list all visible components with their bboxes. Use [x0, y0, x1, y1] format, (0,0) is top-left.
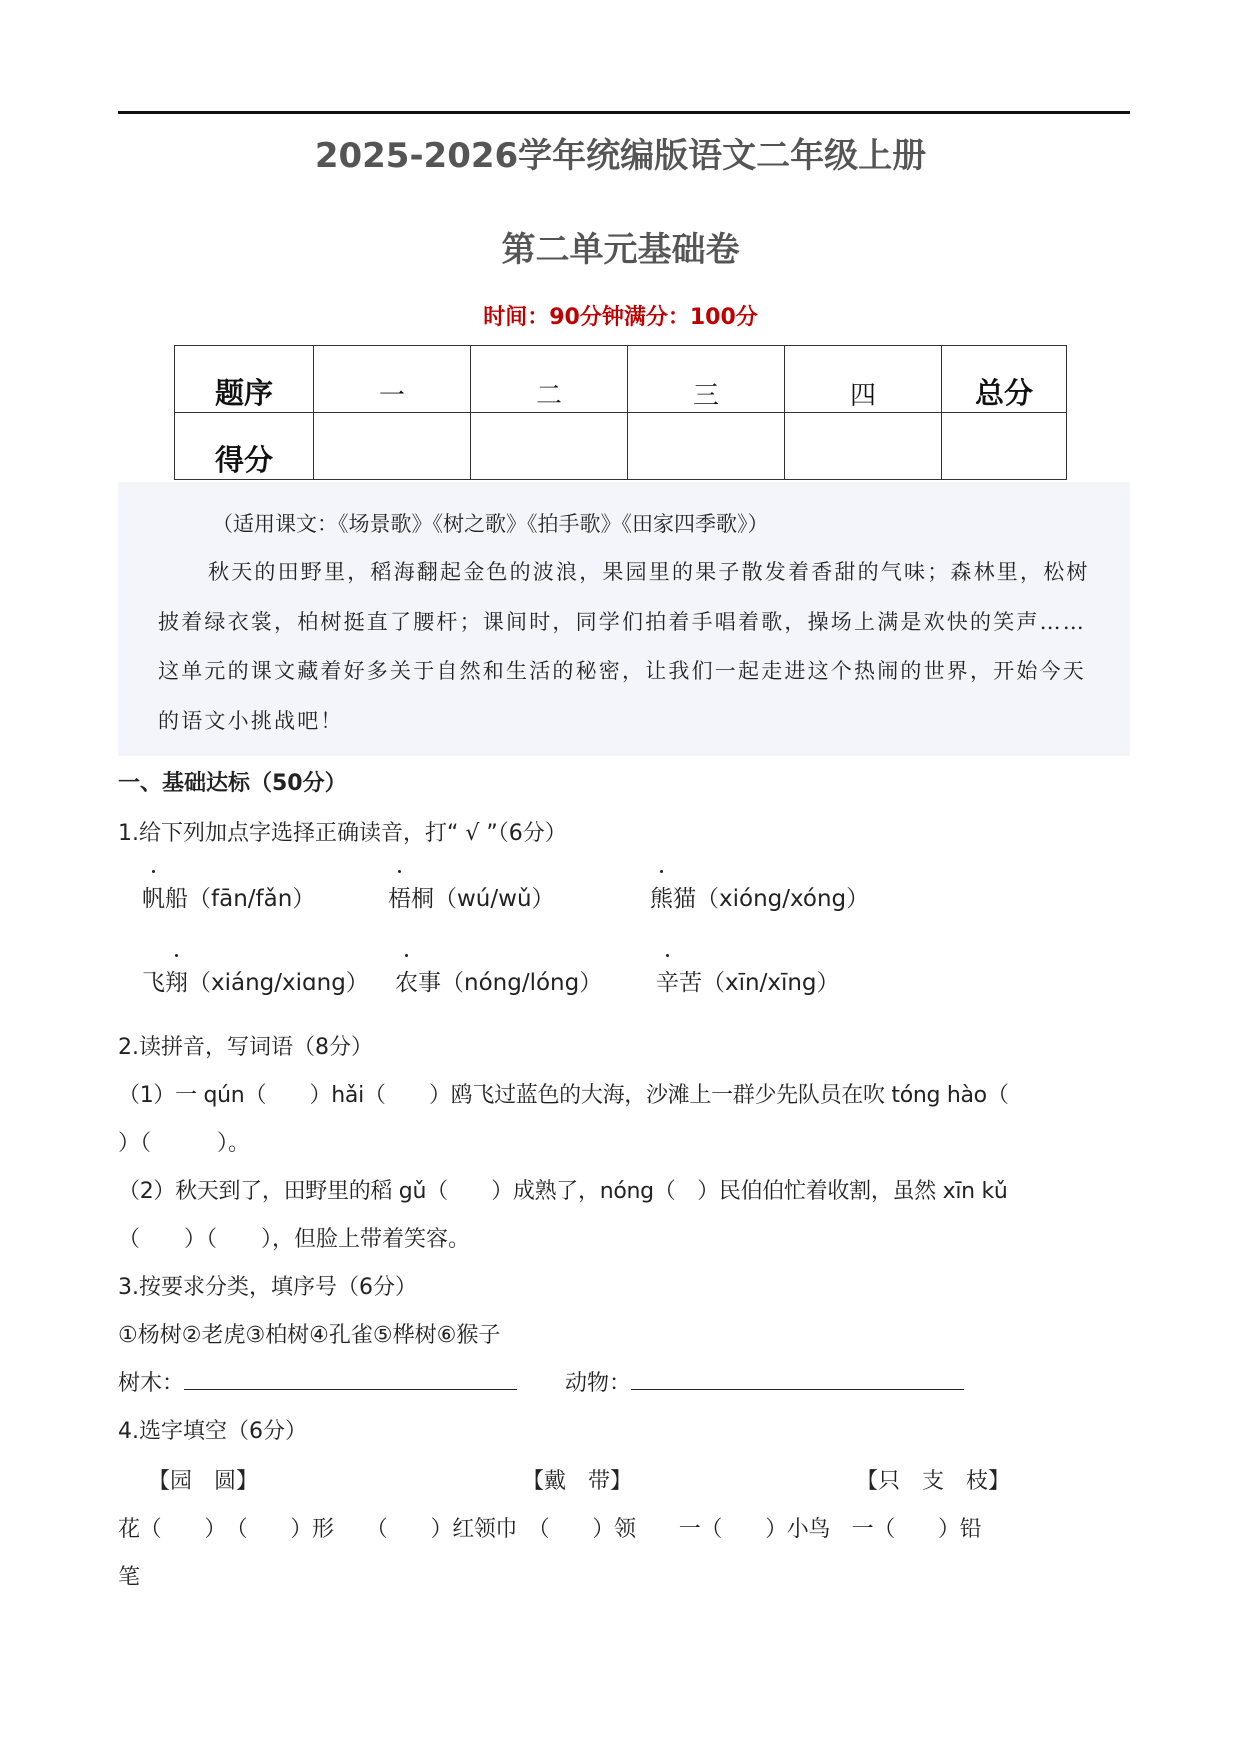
trees-answer-blank[interactable]: [184, 1367, 517, 1390]
score-cell: 四: [785, 346, 942, 413]
dotted-char: 熊: [650, 880, 673, 913]
q1-item[interactable]: 飞翔（xiáng/xiɑng）: [142, 964, 369, 997]
score-input-cell[interactable]: [628, 413, 785, 480]
q1-item[interactable]: 梧桐（wú/wǔ）: [388, 880, 555, 913]
dotted-char: 帆: [142, 880, 165, 913]
score-table: [174, 345, 1067, 480]
q2-line: （ ）（ ），但脸上带着笑容。: [118, 1227, 471, 1252]
q1-prompt: 1.给下列加点字选择正确读音，打“ √ ”（6分）: [118, 821, 567, 846]
score-input-cell[interactable]: [785, 413, 942, 480]
q4-choice-group: 【园 圆】: [148, 1469, 259, 1494]
score-table-row-score: [175, 413, 1067, 480]
dotted-char: 辛: [656, 964, 679, 997]
q3-options: ①杨树②老虎③柏树④孔雀⑤桦树⑥猴子: [118, 1323, 501, 1348]
score-cell: 三: [628, 346, 785, 413]
score-input-cell[interactable]: [471, 413, 628, 480]
q1-item[interactable]: 帆船（fān/fǎn）: [142, 880, 315, 913]
q2-line: （2）秋天到了，田野里的稻 gǔ（ ）成熟了，nóng（ ）民伯伯忙着收割，虽然 xīn kǔ: [118, 1179, 1008, 1204]
q4-line: 花（ ） （ ）形 （ ）红领巾 （ ）领 一（ ）小鸟 一（ ）铅: [118, 1517, 982, 1542]
q4-choice-group: 【只 支 枝】: [856, 1469, 1011, 1494]
score-input-cell[interactable]: [942, 413, 1067, 480]
doc-subtitle: 第二单元基础卷: [501, 230, 740, 270]
dotted-char: 翔: [165, 964, 188, 997]
score-table-row-header: [175, 346, 1067, 413]
applicable-lessons: （适用课文：《场景歌》《树之歌》《拍手歌》《田家四季歌》）: [212, 512, 769, 536]
q4-choice-group: 【戴 带】: [522, 1469, 633, 1494]
q1-item[interactable]: 辛苦（xīn/xīng）: [656, 964, 840, 997]
time-score-info: 时间：90分钟满分：100分: [483, 305, 758, 330]
animals-label: 动物：: [565, 1371, 632, 1396]
q3-answer-row: [118, 1366, 964, 1397]
dotted-char: 农: [395, 964, 418, 997]
q2-line: ）（ ）。: [118, 1131, 251, 1156]
q3-prompt: 3.按要求分类，填序号（6分）: [118, 1275, 417, 1300]
score-input-cell[interactable]: [314, 413, 471, 480]
q1-item[interactable]: 熊猫（xióng/xóng）: [650, 880, 869, 913]
score-cell: 题序: [175, 346, 314, 413]
animals-answer-blank[interactable]: [631, 1367, 964, 1390]
intro-panel: [118, 482, 1130, 756]
q4-line: 笔: [118, 1565, 141, 1590]
q2-prompt: 2.读拼音，写词语（8分）: [118, 1035, 373, 1060]
dotted-char: 梧: [388, 880, 411, 913]
intro-paragraph: 秋天的田野里，稻海翻起金色的波浪，果园里的果子散发着香甜的气味；森林里，松树披着绿衣裳，柏树挺直了腰杆；课间时，同学们拍着手唱着歌，操场上满是欢快的笑声……这单元的课文藏着好多关于自然和生活的秘密，让我们一起走进这个热闹的世界，开始今天的语文小挑战吧！: [158, 560, 1090, 733]
section-heading: 一、基础达标（50分）: [118, 771, 347, 796]
q2-line: （1）一 qún（ ）hǎi（ ）鸥飞过蓝色的大海，沙滩上一群少先队员在吹 tóng hào（: [118, 1083, 1009, 1108]
doc-title: 2025-2026学年统编版语文二年级上册: [314, 136, 927, 176]
score-cell: 二: [471, 346, 628, 413]
top-rule: [118, 111, 1130, 114]
score-cell: 一: [314, 346, 471, 413]
score-cell: 得分: [175, 413, 314, 480]
q1-item[interactable]: 农事（nóng/lóng）: [395, 964, 602, 997]
q4-prompt: 4.选字填空（6分）: [118, 1419, 307, 1444]
trees-label: 树木：: [118, 1371, 185, 1396]
score-cell: 总分: [942, 346, 1067, 413]
